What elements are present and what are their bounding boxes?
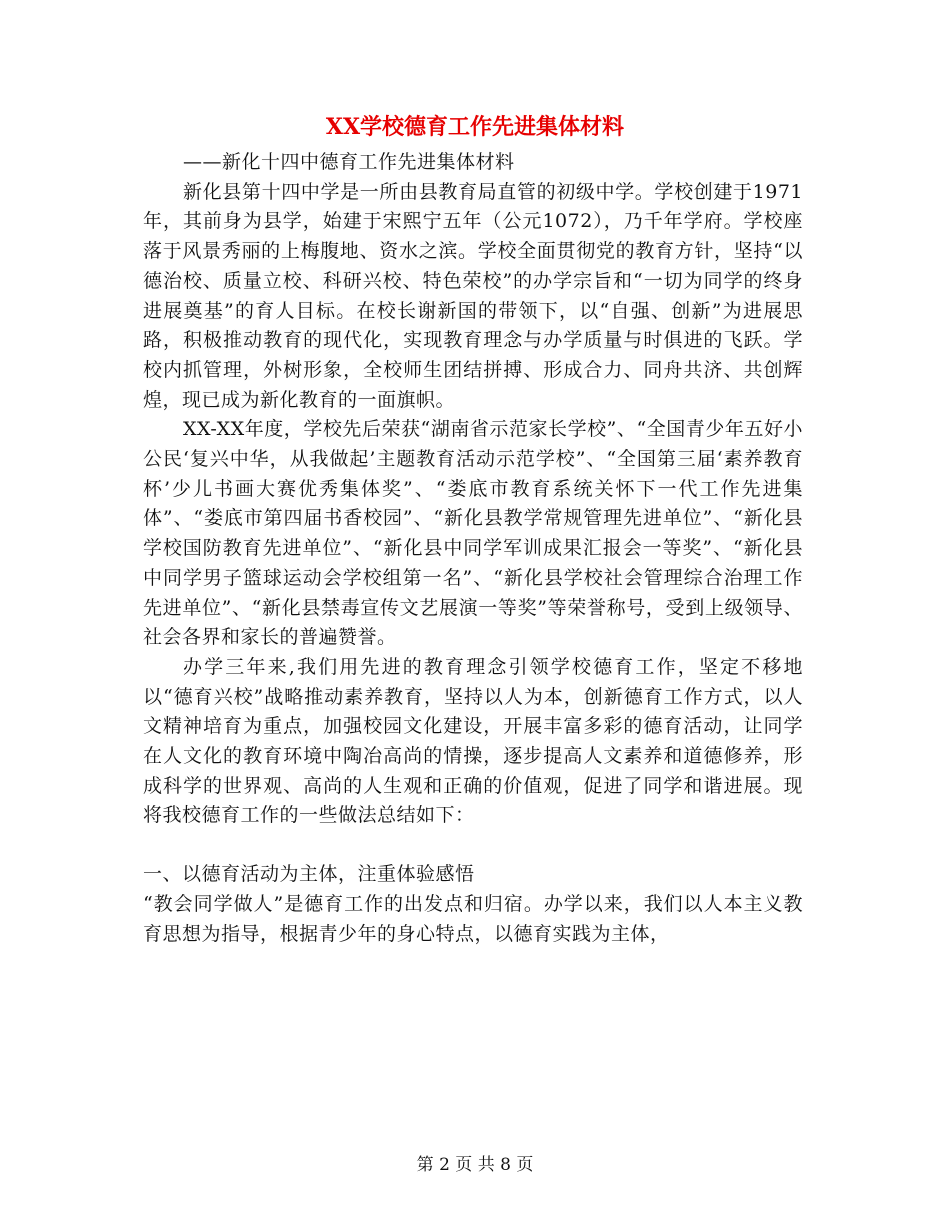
document-title: XX学校德育工作先进集体材料 [325,114,625,140]
document-body [143,148,803,949]
section-paragraph: “教会同学做人”是德育工作的出发点和归宿。办学以来，我们以人本主义教育思想为指导，根据青少年的身心特点，以德育实践为主体， [143,892,803,945]
document-subtitle: ——新化十四中德育工作先进集体材料 [183,151,515,173]
body-paragraph-1: 新化县第十四中学是一所由县教育局直管的初级中学。学校创建于1971年，其前身为县学，始建于宋熙宁五年（公元1072），乃千年学府。学校座落于风景秀丽的上梅腹地、资水之滨。学校全面贯彻党的教育方针，坚持“以德治校、质量立校、科研兴校、特色荣校”的办学宗旨和“一切为同学的终身进展奠基”的育人目标。在校长谢新国的带领下，以“自强、创新”为进展思路，积极推动教育的现代化，实现教育理念与办学质量与时俱进的飞跃。学校内抓管理，外树形象，全校师生团结拼搏、形成合力、同舟共济、共创辉煌，现已成为新化教育的一面旗帜。 [143,180,803,411]
section-heading: 一、以德育活动为主体，注重体验感悟 [143,863,475,886]
paragraph-spacer [143,831,803,860]
body-paragraph-3: 办学三年来,我们用先进的教育理念引领学校德育工作，坚定不移地以“德育兴校”战略推动素养教育，坚持以人为本，创新德育工作方式，以人文精神培育为重点，加强校园文化建设，开展丰富多彩的德育活动，让同学在人文化的教育环境中陶冶高尚的情操，逐步提高人文素养和道德修养，形成科学的世界观、高尚的人生观和正确的价值观，促进了同学和谐进展。现将我校德育工作的一些做法总结如下： [143,655,803,827]
body-paragraph-2: XX-XX年度，学校先后荣获“湖南省示范家长学校”、“全国青少年五好小公民‘复兴中华，从我做起’主题教育活动示范学校”、“全国第三届‘素养教育杯’少儿书画大赛优秀集体奖”、“娄底市教育系统关怀下一代工作先进集体”、“娄底市第四届书香校园”、“新化县教学常规管理先进单位”、“新化县学校国防教育先进单位”、“新化县中同学军训成果汇报会一等奖”、“新化县中同学男子篮球运动会学校组第一名”、“新化县学校社会管理综合治理工作先进单位”、“新化县禁毒宣传文艺展演一等奖”等荣誉称号，受到上级领导、社会各界和家长的普遍赞誉。 [143,418,803,649]
page-number-footer: 第 2 页 共 8 页 [416,1155,534,1175]
